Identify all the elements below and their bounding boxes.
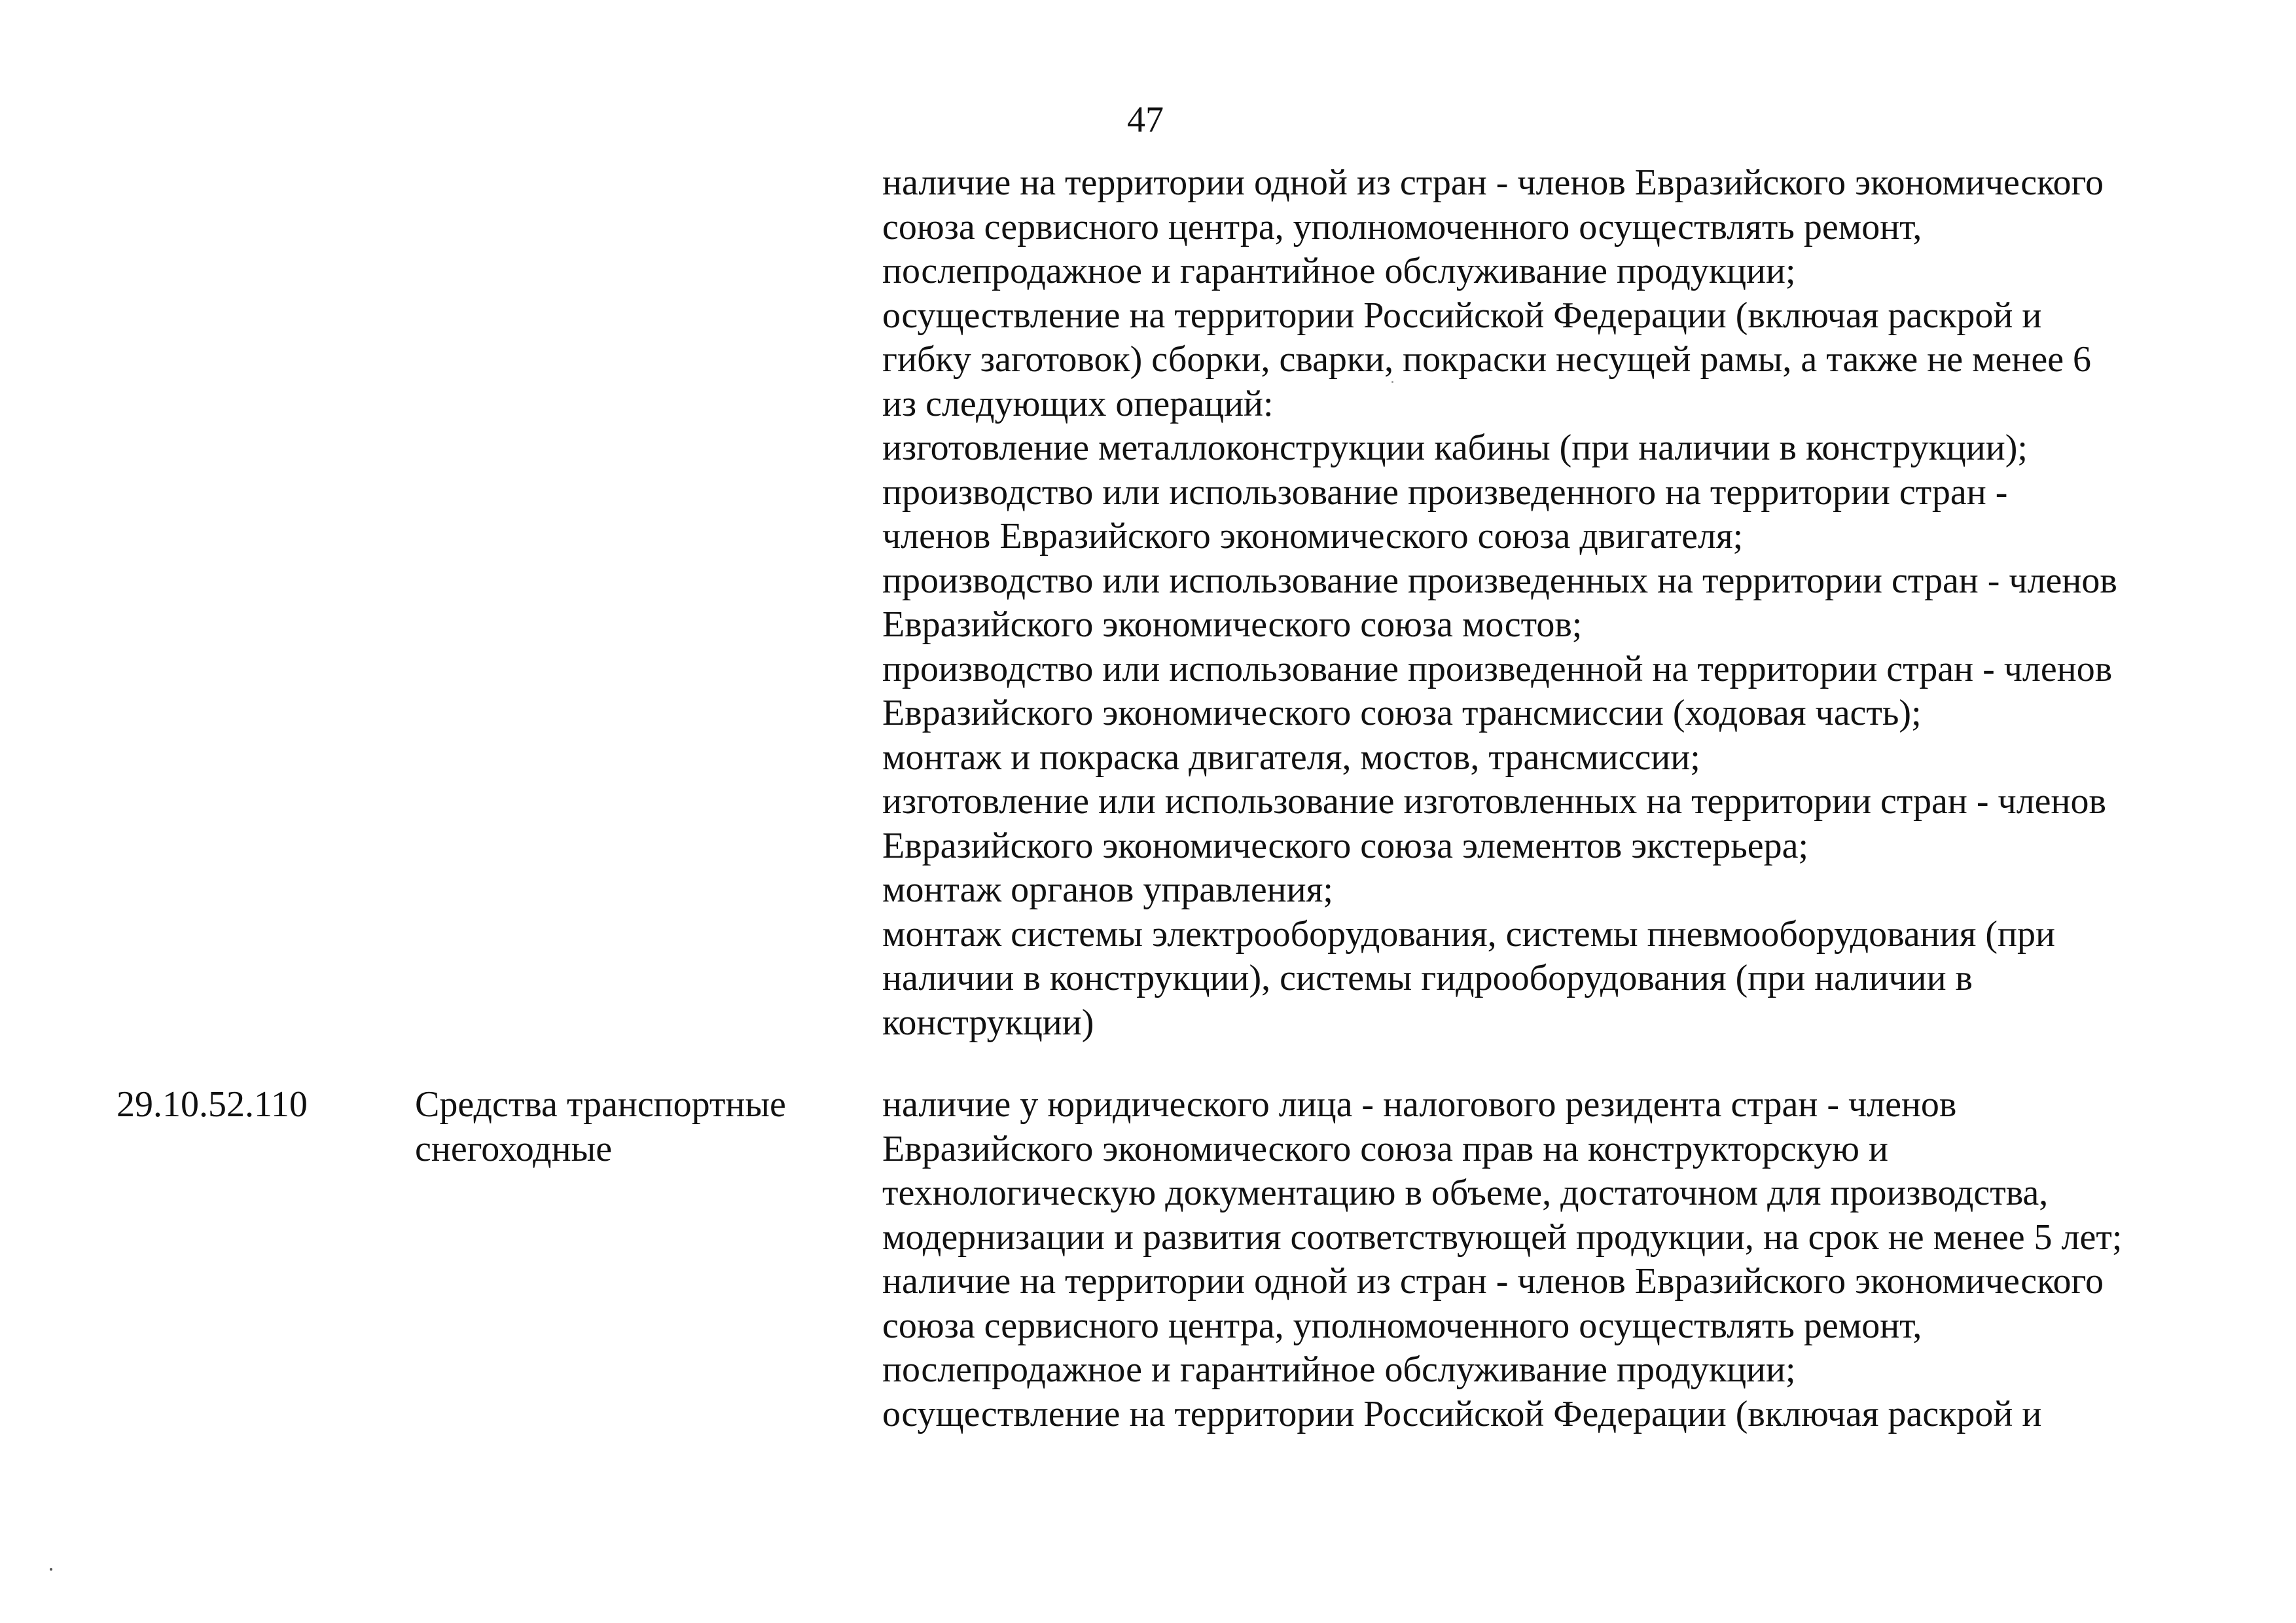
requirement-line: Евразийского экономического союза прав на конструкторскую и	[882, 1128, 1888, 1169]
requirement-line: наличие на территории одной из стран - членов Евразийского экономического	[882, 162, 2104, 203]
requirement-line: монтаж органов управления;	[882, 869, 1333, 910]
product-name	[415, 1083, 786, 1171]
requirement-line: Евразийского экономического союза мостов;	[882, 604, 1583, 645]
requirement-line: осуществление на территории Российской Федерации (включая раскрой и	[882, 1393, 2042, 1434]
requirement-line: производство или использование произведенного на территории стран -	[882, 471, 2008, 513]
requirement-line: изготовление или использование изготовленных на территории стран - членов	[882, 781, 2106, 822]
requirement-line: союза сервисного центра, уполномоченного осуществлять ремонт,	[882, 1305, 1922, 1346]
requirement-line: наличии в конструкции), системы гидрооборудования (при наличии в	[882, 958, 1973, 998]
requirement-line: наличие у юридического лица - налогового резидента стран - членов	[882, 1084, 1957, 1125]
requirement-line: технологическую документацию в объеме, достаточном для производства,	[882, 1173, 2049, 1213]
requirement-line: производство или использование произведенных на территории стран - членов	[882, 560, 2117, 601]
scan-speck	[50, 1568, 52, 1571]
requirement-line: союза сервисного центра, уполномоченного осуществлять ремонт,	[882, 206, 1922, 247]
requirement-line: осуществление на территории Российской Федерации (включая раскрой и	[882, 295, 2042, 336]
requirement-line: монтаж системы электрооборудования, системы пневмооборудования (при	[882, 913, 2055, 955]
requirement-line: послепродажное и гарантийное обслуживание продукции;	[882, 1349, 1796, 1390]
product-name-line: Средства транспортные	[415, 1084, 786, 1125]
product-code: 29.10.52.110	[117, 1084, 308, 1125]
scan-speck	[1391, 381, 1393, 383]
requirement-line: из следующих операций:	[882, 383, 1274, 424]
requirement-line: членов Евразийского экономического союза двигателя;	[882, 516, 1744, 556]
requirement-line: гибку заготовок) сборки, сварки, покраски несущей рамы, а также не менее 6	[882, 339, 2092, 380]
requirement-line: Евразийского экономического союза трансмиссии (ходовая часть);	[882, 693, 1922, 733]
requirement-line: монтаж и покраска двигателя, мостов, трансмиссии;	[882, 737, 1700, 778]
requirement-line: Евразийского экономического союза элементов экстерьера;	[882, 825, 1809, 866]
requirement-line: послепродажное и гарантийное обслуживание продукции;	[882, 251, 1796, 291]
requirements-block-continued	[882, 161, 2204, 1045]
product-name-line: снегоходные	[415, 1128, 613, 1169]
requirement-line: наличие на территории одной из стран - членов Евразийского экономического	[882, 1261, 2104, 1302]
page-number: 47	[1127, 100, 1164, 140]
requirement-line: производство или использование произведенной на территории стран - членов	[882, 648, 2113, 689]
requirements-block	[882, 1083, 2204, 1436]
requirement-line: модернизации и развития соответствующей продукции, на срок не менее 5 лет;	[882, 1216, 2123, 1258]
requirement-line: изготовление металлоконструкции кабины (при наличии в конструкции);	[882, 428, 2028, 468]
requirement-line: конструкции)	[882, 1002, 1094, 1043]
